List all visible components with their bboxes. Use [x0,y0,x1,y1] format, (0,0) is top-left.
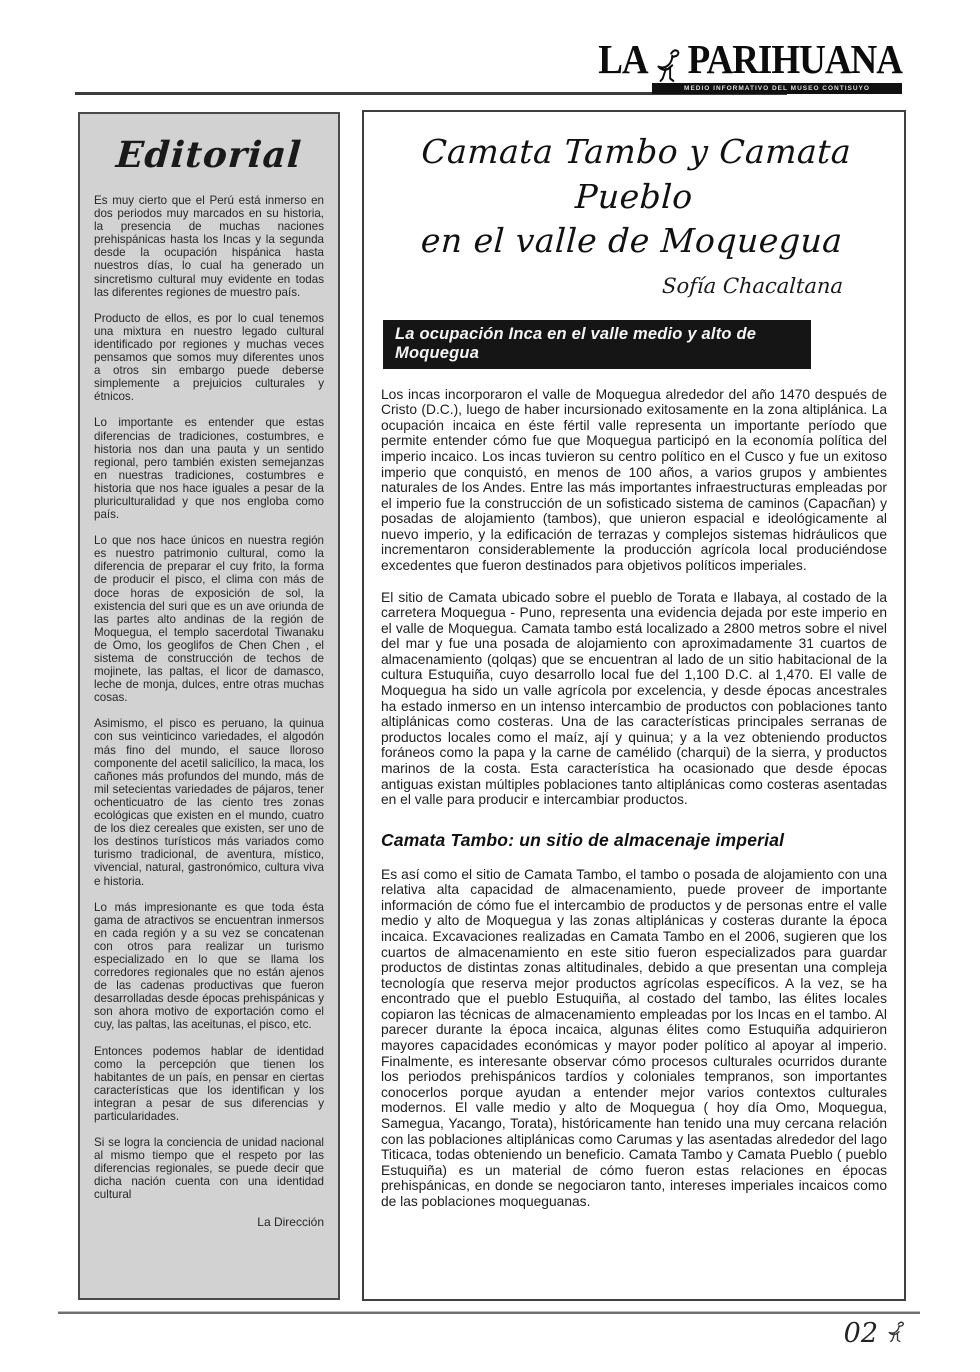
page-number-block [844,1318,908,1349]
masthead [582,37,902,94]
article-paragraph: Es así como el sitio de Camata Tambo, el tambo o posada de alojamiento con una relativa alta capacidad de almacenamiento, puede proveer de importante información de cómo fue el intercambio de productos y de personas entre el valle medio y alto de Moquegua y las zonas altiplánicas y costeras durante la época incaica. Excavaciones realizadas en Camata Tambo en el 2006, sugieren que los cuartos de almacenamiento en este sitio fueron especializados para guardar productos de distintas zonas altitudinales, debido a que presentan una compleja tecnología que reserva mejor productos agrícolas específicos. A la vez, se ha encontrado que el pueblo Estuquiña, al costado del tambo, las élites locales copiaron las técnicas de almacenamiento empleadas por los Incas en el tambo. Al parecer durante la época incaica, algunas élites como Estuquiña adquirieron mayores capacidades económicas y mayor poder político al apoyar al imperio. Finalmente, es interesante observar cómo procesos culturales ocurridos durante los periodos prehispánicos tardíos y coloniales tempranos, son importantes conocerlos porque ayudan a entender mejor varios contextos culturales modernos. El valle medio y alto de Moquegua ( hoy día Omo, Moquegua, Samegua, Yacango, Torata), históricamente han tenido una muy cercana relación con las poblaciones altiplánicas como Carumas y las asentadas alrededor del lago Titicaca, todas obteniendo un beneficio. Camata Tambo y Camata Pueblo ( pueblo Estuquiña) es un material de cómo fueron estas relaciones en épocas prehispánicas, en donde se negociaron tanto, intereses imperiales incaicos como de las poblaciones moqueguanas. [381,866,887,1209]
logo-name: PARIHUANA [687,37,902,84]
page-number: 02 [843,1318,878,1349]
editorial-signature: La Dirección [257,1214,324,1229]
article-title-line2: en el valle de Moquegua [419,221,844,261]
article-subheading: Camata Tambo: un sitio de almacenaje imperial [381,829,785,850]
editorial-paragraph: Es muy cierto que el Perú está inmerso en dos periodos muy marcados en su historia, la presencia de muchas naciones prehispánicas hasta los Incas y la segunda desde la ocupación hispánica hasta nuestros días, lo cual ha generado un sincretismo cultural muy evidente en todas las diferentes regiones de muestro país. [94,194,324,299]
editorial-paragraph: Lo que nos hace únicos en nuestra región es nuestro patrimonio cultural, como la diferencia de preparar el cuy frito, la forma de producir el pisco, el clima con más de doce horas de exposición de sol, la existencia del suri que es un ave oriunda de las partes alto andinas de la región de Moquegua, el templo sacerdotal Tiwanaku de Omo, los geoglifos de Chen Chen , el sistema de construcción de techos de mojinete, las paltas, el licor de damasco, leche de monja, dulces, entre otras muchas cosas. [94,534,324,705]
logo-prefix: LA [598,37,648,84]
article-panel [362,110,906,1301]
article-paragraph: El sitio de Camata ubicado sobre el pueblo de Torata e Ilabaya, al costado de la carretera Moquegua - Puno, representa una evidencia dejada por este imperio en el valle de Moquegua. Camata tambo está localizado a 2800 metros sobre el nivel del mar y fue una posada de alojamiento con aproximadamente 31 cuartos de almacenamiento (qolqas) que se encuentran al lado de un sitio habitacional de la cultura Estuquiña, cuyo desarrollo local fue del 1,100 D.C. al 1,470. El valle de Moquegua ha sido un valle agrícola por excelencia, y desde épocas ancestrales ha estado inmerso en un intenso intercambio de productos con poblaciones tanto altiplánicas como costeras. Una de las características principales serranas de productos locales como el maíz, ají y quinua; y a la vez obteniendo productos foráneos como la papa y la carne de camélido (charqui) de la sierra, y productos marinos de la costa. Esta característica ha ocasionado que desde épocas antiguas existan múltiples poblaciones tanto altiplánicas como costeras asentadas en el valle para producir e intercambiar productos. [381,589,887,808]
masthead-tagline: MEDIO INFORMATIVO DEL MUSEO CONTISUYO [652,83,902,94]
section-banner: La ocupación Inca en el valle medio y alto de Moquegua [383,320,811,369]
article-title [377,130,890,264]
article-title-line1: Camata Tambo y Camata Pueblo [420,132,853,216]
parihuana-bird-icon [884,1319,908,1343]
logo [582,37,902,84]
editorial-paragraph: Lo más impresionante es que toda ésta gama de atractivos se encuentran inmersos en cada región y a su vez se concatenan con otros para realizar un turismo especializado en lo que se llama los corredores regionales que no están ajenos de las cadenas productivas que fueron desarrolladas desde épocas prehispánicas y son ahora motivo de exportación como el cuy, las paltas, las aceitunas, el pisco, etc. [94,900,324,1032]
article-author: Sofía Chacaltana [661,273,844,298]
editorial-paragraph: Producto de ellos, es por lo cual tenemos una mixtura en nuestro legado cultural identificado por regiones y muchas veces pensamos que somos muy diferentes unos a otros sin embargo puede deberse simplemente a prejuicios culturales y étnicos. [94,311,324,404]
footer-rule [58,1311,920,1314]
editorial-panel [78,112,340,1300]
editorial-paragraph: Entonces podemos hablar de identidad como la percepción que tienen los habitantes de un país, en pensar en ciertas características que los identifican y los integran a pesar de sus diferencias y particularidades. [94,1044,324,1123]
editorial-paragraph: Si se logra la conciencia de unidad nacional al mismo tiempo que el respeto por las diferencias regionales, se puede decir que dicha nación cuenta con una identidad cultural [94,1136,324,1202]
article-paragraph: Los incas incorporaron el valle de Moquegua alrededor del año 1470 después de Cristo (D.C.), luego de haber incursionado exitosamente en la zona altiplánica. La ocupación incaica en éste fértil valle representa un importante período que permite entender cómo fue que Moquegua participó en la economía política del imperio incaico. Los incas tuvieron su centro político en el Cusco y fue un exitoso imperio que conquistó, en menos de 100 años, a varios grupos y ambientes naturales de los Andes. Entre las más importantes infraestructuras empleadas por el imperio fue la construcción de un sofisticado sistema de caminos (Capacñan) y posadas de alojamiento (tambos), que unieron espacial e ideológicamente al nuevo imperio, y la edificación de terrazas y complejos sistemas hidráulicos que incrementaron considerablemente la producción agrícola local produciéndose excedentes que fueron destinados para objetivos políticos imperiales. [381,386,887,573]
parihuana-bird-icon [651,45,685,83]
editorial-paragraph: Lo importante es entender que estas diferencias de tradiciones, costumbres, e historia nos dan una pauta y un sentido regional, pero también existen semejanzas en nuestras tradiciones, costumbres e historia que nos hace iguales a pesar de la pluriculturalidad y que nos engloba como país. [94,416,324,522]
editorial-title: Editorial [114,134,304,176]
editorial-paragraph: Asimismo, el pisco es peruano, la quinua con sus veinticinco variedades, el algodón más fino del mundo, el sauce lloroso componente del acetil salicílico, la maca, los cañones más profundos del mundo, más de mil setecientas variedades de pájaros, tener ochenticuatro de las ciento tres zonas ecológicas que existen en el mundo, cuatro de los diez cereales que existen, ser uno de los destinos turísticos más variados como turismo tradicional, de aventura, místico, vivencial, natural, gastronómico, cultura viva e historia. [94,717,324,888]
